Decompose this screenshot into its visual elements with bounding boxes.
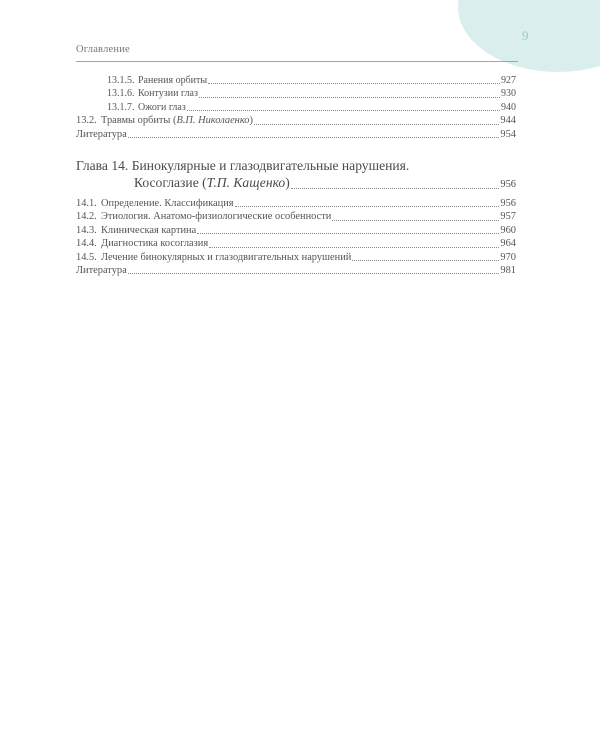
- toc-entry[interactable]: [76, 87, 516, 100]
- toc-entry[interactable]: [76, 210, 516, 223]
- toc-entry-title: [138, 87, 198, 100]
- toc-entry-title-text: Определение. Классификация: [101, 198, 234, 210]
- toc-entry-title: [101, 197, 234, 210]
- toc-entry-page-number: 960: [500, 224, 516, 236]
- toc-entry-page-number: 957: [500, 211, 516, 223]
- toc-entry-number: 14.2.: [76, 211, 97, 223]
- toc-entry-page-number: 956: [500, 198, 516, 210]
- toc-entry-title-text: Этиология. Анатомо-физиологические особенности: [101, 211, 332, 223]
- page-number: 9: [522, 28, 529, 43]
- toc-entry-page-number: 964: [500, 238, 516, 250]
- toc-entry-title-text: Литература: [76, 265, 127, 277]
- toc-entry[interactable]: [76, 197, 516, 210]
- toc-entry-title: [101, 237, 208, 250]
- toc-entry-author: В.П. Николаенко: [176, 115, 250, 127]
- dot-leader: [208, 82, 500, 84]
- toc-entry-page-number: 930: [501, 88, 516, 100]
- toc-entry-title-text: Литература: [76, 128, 127, 140]
- toc-entry-number: 13.2.: [76, 115, 97, 127]
- toc-entry[interactable]: [76, 237, 516, 250]
- toc-entry-number: 14.1.: [76, 198, 97, 210]
- toc-entry-title: [101, 251, 351, 264]
- toc-entry-title: [76, 128, 127, 141]
- toc-section-14: [76, 197, 516, 277]
- toc-entry-page-number: 944: [500, 115, 516, 127]
- toc-entry-title: [138, 101, 186, 114]
- toc-entry-title-text: Клиническая картина: [101, 224, 197, 236]
- toc-entry-number: 14.4.: [76, 238, 97, 250]
- toc-entry-number: 13.1.7.: [107, 101, 135, 113]
- table-of-contents: [76, 74, 516, 277]
- toc-entry-title: [101, 114, 253, 127]
- dot-leader: [291, 187, 500, 189]
- toc-entry-title: [101, 210, 331, 223]
- toc-entry-number: 14.3.: [76, 224, 97, 236]
- dot-leader: [254, 123, 499, 125]
- dot-leader: [197, 232, 499, 234]
- chapter-title-line2-text: [134, 174, 290, 191]
- toc-entry-title: [76, 264, 127, 277]
- chapter-author: Т.П. Кащенко: [206, 175, 286, 191]
- chapter-paren-close: ): [285, 175, 290, 191]
- toc-entry-number: 13.1.5.: [107, 75, 135, 86]
- toc-entry-number: 13.1.6.: [107, 88, 135, 100]
- dot-leader: [128, 272, 500, 274]
- toc-entry-title-text: Ожоги глаз: [138, 101, 186, 113]
- chapter-page-number: 956: [500, 179, 516, 191]
- toc-entry-page-number: 954: [500, 128, 516, 140]
- toc-entry[interactable]: [76, 264, 516, 277]
- dot-leader: [352, 259, 499, 261]
- toc-entry-title-text: Травмы орбиты (: [101, 115, 177, 127]
- dot-leader: [187, 109, 500, 111]
- chapter-title-line1: Глава 14. Бинокулярные и глазодвигательные нарушения.: [76, 158, 410, 174]
- chapter-subtitle: Косоглазие (: [134, 175, 207, 191]
- toc-entry-title: [138, 74, 207, 87]
- toc-entry-title-text: Лечение бинокулярных и глазодвигательных нарушений: [101, 251, 352, 263]
- toc-entry-title: [101, 224, 196, 237]
- toc-entry[interactable]: [76, 251, 516, 264]
- dot-leader: [128, 136, 500, 138]
- chapter-14-heading[interactable]: [76, 157, 516, 193]
- toc-entry-page-number: 970: [500, 251, 516, 263]
- header-rule: [76, 61, 518, 62]
- toc-entry-title-text: Диагностика косоглазия: [101, 238, 209, 250]
- dot-leader: [209, 246, 499, 248]
- dot-leader: [199, 96, 500, 98]
- toc-entry[interactable]: [76, 224, 516, 237]
- running-head: Оглавление: [76, 44, 130, 55]
- toc-entry-page-number: 981: [500, 265, 516, 277]
- toc-entry-page-number: 927: [501, 75, 516, 86]
- toc-entry-number: 14.5.: [76, 251, 97, 263]
- toc-entry-page-number: 940: [501, 101, 516, 113]
- dot-leader: [332, 219, 499, 221]
- toc-entry-title-text: Ранения орбиты: [138, 75, 208, 86]
- toc-entry[interactable]: [76, 114, 516, 127]
- toc-entry[interactable]: [76, 74, 516, 87]
- dot-leader: [235, 205, 500, 207]
- toc-entry[interactable]: [76, 128, 516, 141]
- toc-section-13: [76, 74, 516, 141]
- toc-entry-title-text: Контузии глаз: [138, 88, 198, 100]
- toc-entry-title-end: ): [249, 115, 253, 127]
- chapter-title-line2: [76, 174, 516, 193]
- toc-entry[interactable]: [76, 101, 516, 114]
